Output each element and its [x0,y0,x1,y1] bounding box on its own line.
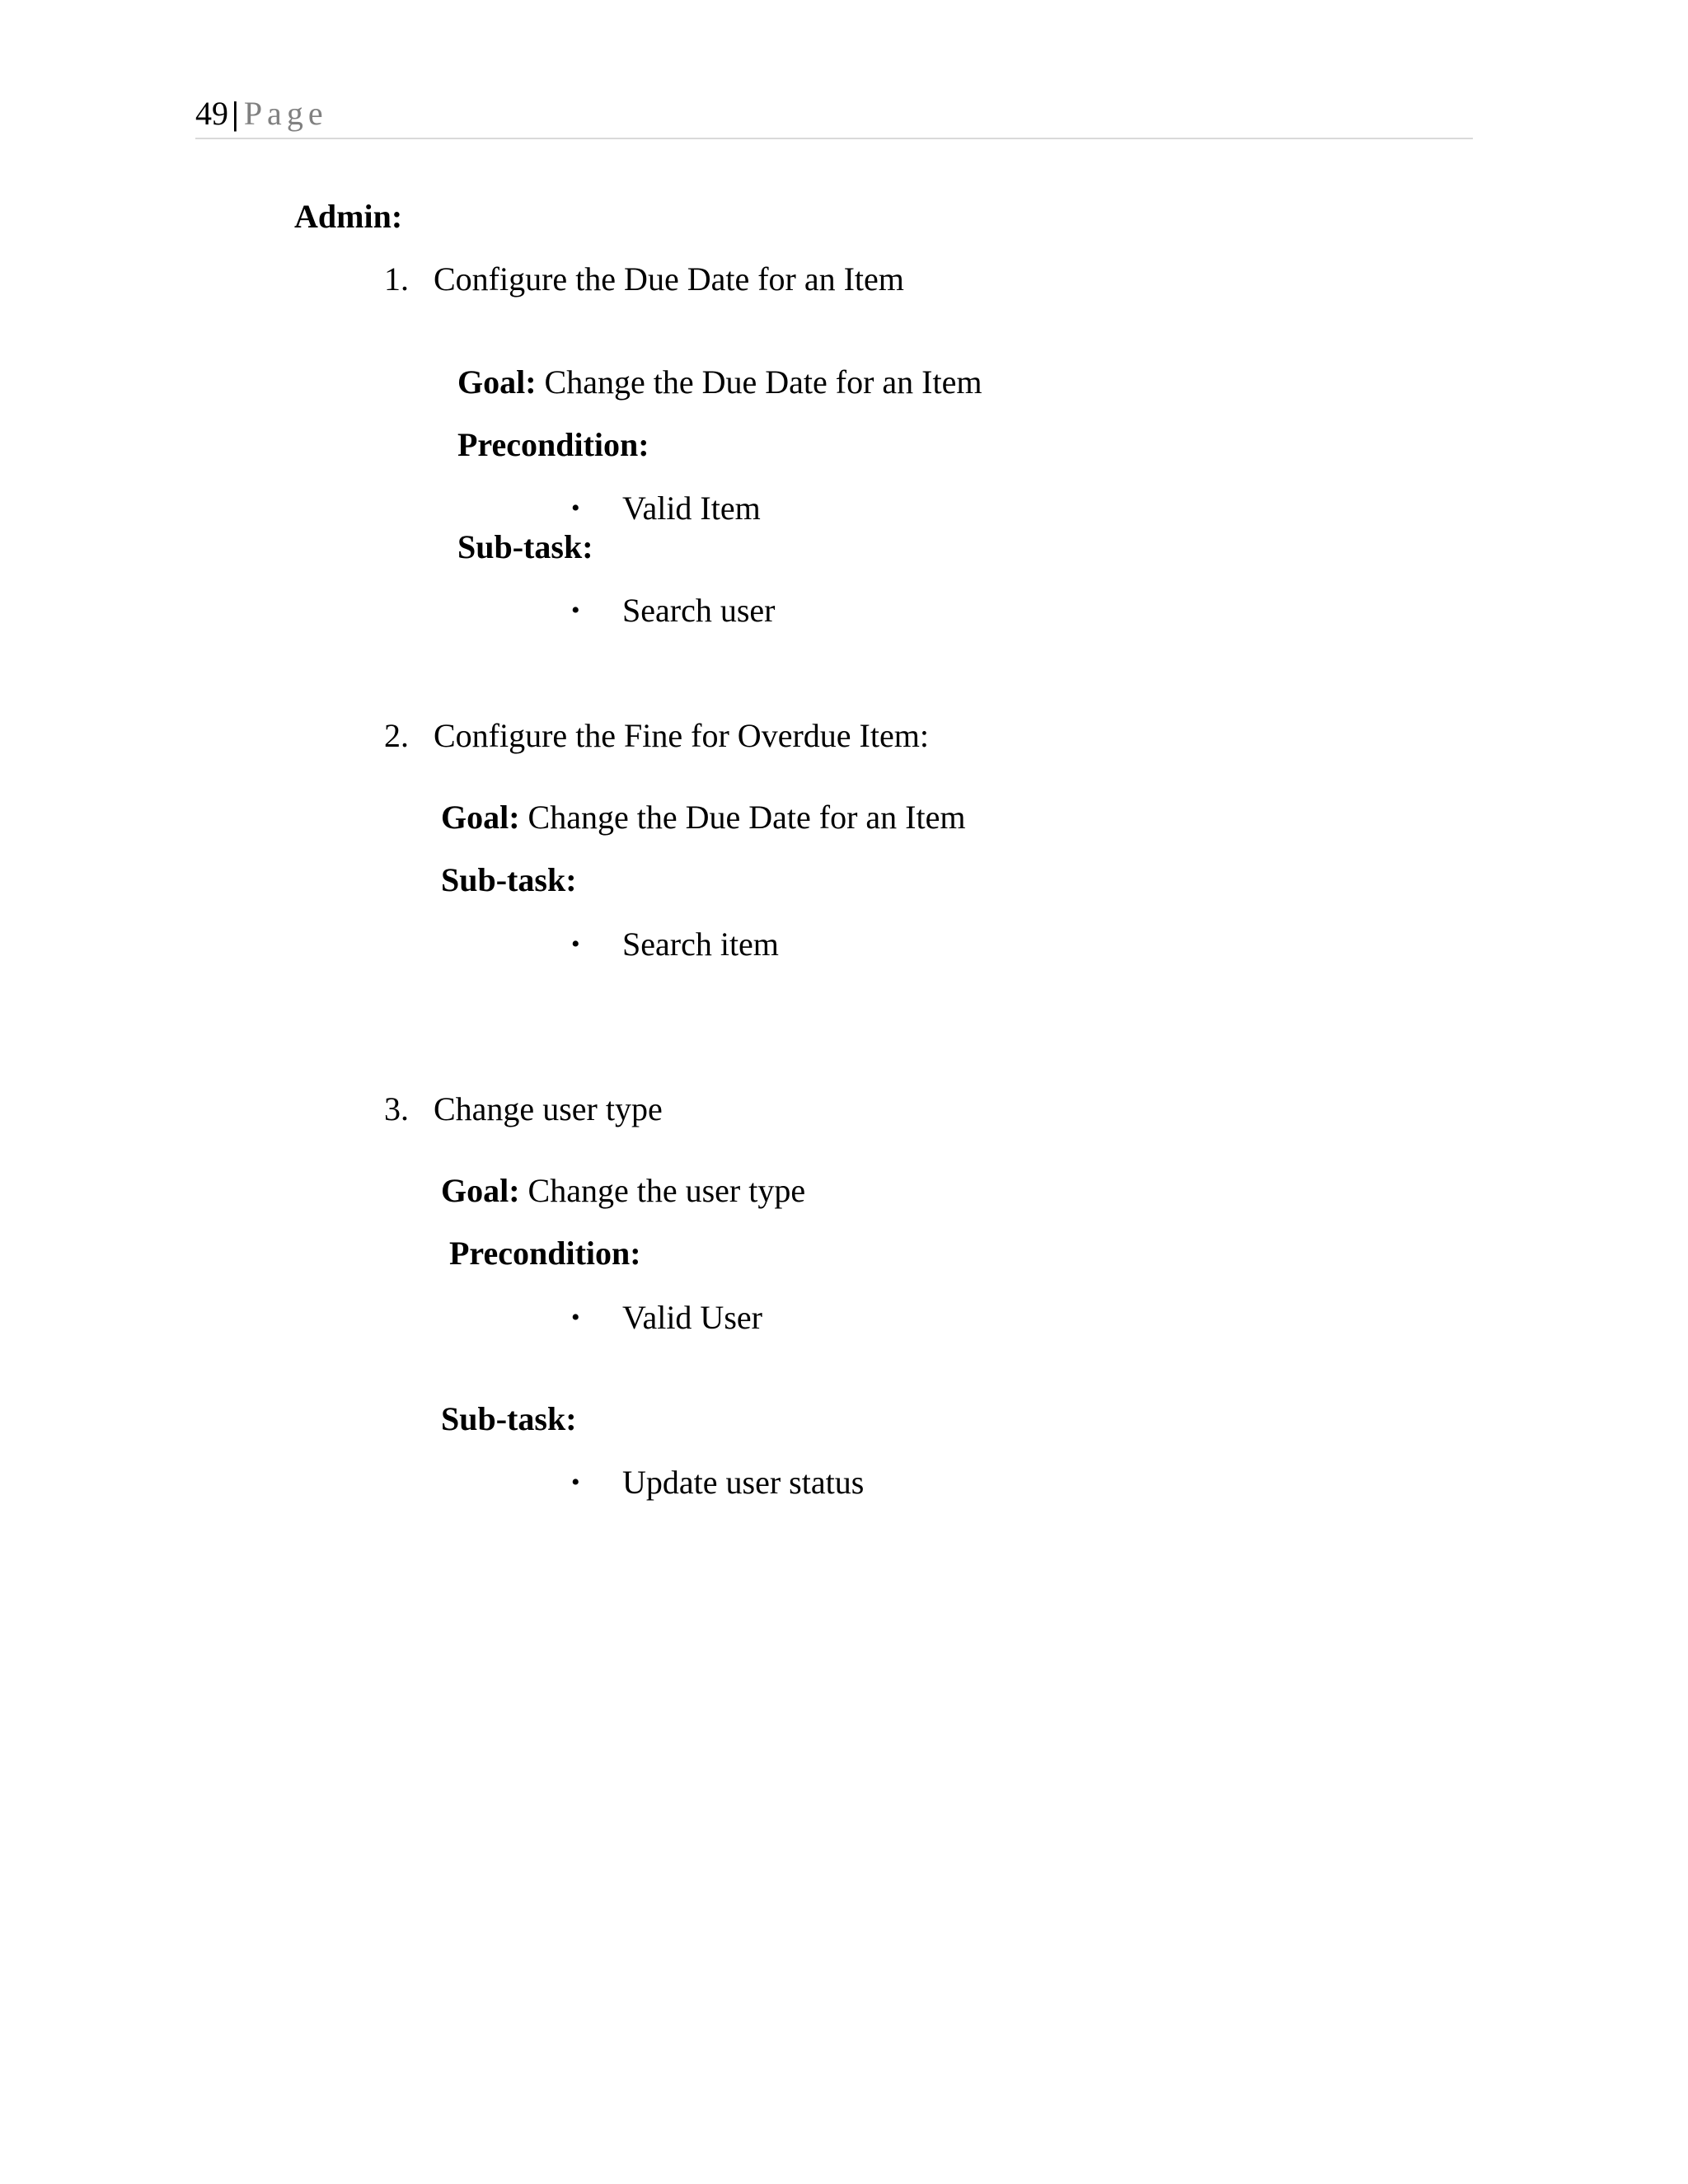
item-3-number: 3. [384,1090,409,1127]
item-1-precondition-1: Valid Item [622,490,761,527]
item-3-subtask-label: Sub-task: [441,1400,577,1437]
bullet-icon: • [571,1304,580,1331]
bullet-icon: • [571,930,580,958]
goal-label: Goal: [441,1172,520,1209]
item-1-subtask-label: Sub-task: [457,528,593,565]
item-3-precondition-1: Valid User [622,1299,762,1336]
goal-text: Change the user type [528,1172,806,1209]
item-3-subtask-1: Update user status [622,1464,865,1501]
goal-label: Goal: [457,363,537,401]
page-number: 49 [195,95,228,132]
goal-text: Change the Due Date for an Item [528,799,966,836]
page-separator: | [232,95,239,132]
bullet-icon: • [571,1469,580,1496]
bullet-icon: • [571,597,580,624]
item-1-number: 1. [384,260,409,298]
section-title: Admin: [294,198,403,235]
header-rule [195,138,1473,139]
item-2-goal [441,801,965,834]
item-1-title: Configure the Due Date for an Item [434,260,904,298]
item-2-number: 2. [384,717,409,754]
goal-label: Goal: [441,799,520,836]
goal-text: Change the Due Date for an Item [544,363,982,401]
page-label: Page [243,95,328,132]
item-1-goal [457,363,982,401]
item-2-subtask-label: Sub-task: [441,861,577,898]
item-3-goal [441,1174,805,1207]
item-1-subtask-1: Search user [622,592,776,629]
item-1-precondition-label: Precondition: [457,426,649,463]
item-2-subtask-1: Search item [622,926,779,963]
page-header [195,97,328,130]
item-2-title: Configure the Fine for Overdue Item: [434,717,929,754]
bullet-icon: • [571,494,580,522]
item-3-precondition-label: Precondition: [449,1235,641,1272]
item-3-title: Change user type [434,1090,663,1127]
